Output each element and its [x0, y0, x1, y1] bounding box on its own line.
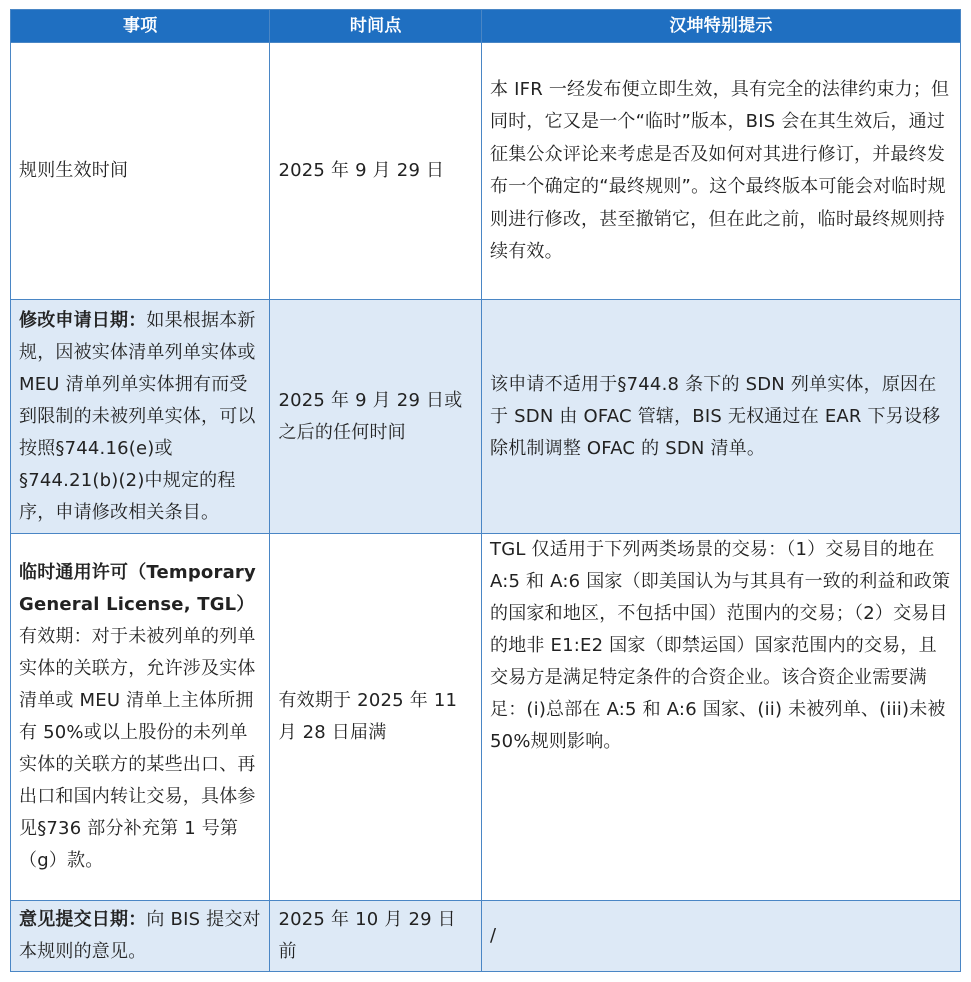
item-bold-label: 意见提交日期：: [19, 909, 147, 930]
header-note: [481, 10, 960, 42]
header-item: [11, 10, 269, 42]
item-content: [19, 557, 261, 877]
time-text: 有效期于 2025 年 11 月 28 日届满: [278, 690, 458, 743]
note-cell: [481, 43, 960, 299]
header-time-label: 时间点: [349, 16, 402, 36]
item-bold-label: 修改申请日期：: [19, 309, 147, 331]
time-text: 2025 年 9 月 29 日或之后的任何时间: [278, 389, 463, 443]
time-cell: [269, 901, 481, 971]
note-cell: [481, 534, 960, 900]
item-text: 有效期：对于未被列单的列单实体的关联方，允许涉及实体清单或 MEU 清单上主体所拥有 50%或以上股份的未列单实体的关联方的某些出口、再出口和国内转让交易，具体参见§736 部分补充第 1 号第（g）款。: [19, 626, 256, 871]
table-row: [11, 900, 960, 971]
rule-timeline-table: [10, 9, 961, 972]
item-text: 向 BIS 提交对本规则的意见。: [19, 909, 261, 962]
header-time: [269, 10, 481, 42]
header-item-label: 事项: [123, 16, 158, 36]
item-content: [19, 904, 261, 968]
time-cell: [269, 300, 481, 533]
time-cell: [269, 534, 481, 900]
note-cell: [481, 901, 960, 971]
table-header-row: [11, 10, 960, 42]
time-text: 2025 年 10 月 29 日前: [278, 909, 456, 962]
note-text: 本 IFR 一经发布便立即生效，具有完全的法律约束力；但同时，它又是一个“临时”版本，BIS 会在其生效后，通过征集公众评论来考虑是否及如何对其进行修订，并最终发布一个确定的“最终规则”。这个最终版本可能会对临时规则进行修改，甚至撤销它，但在此之前，临时最终规则持续有效。: [490, 78, 950, 262]
item-cell: [11, 901, 269, 971]
item-bold-label: 临时通用许可（Temporary General License, TGL）: [19, 562, 256, 615]
item-content: [19, 305, 261, 529]
table-row: [11, 533, 960, 900]
item-cell: [11, 43, 269, 299]
item-text: 规则生效时间: [19, 160, 129, 181]
item-text: 如果根据本新规，因被实体清单列单实体或 MEU 清单列单实体拥有而受到限制的未被列单实体，可以按照§744.16(e)或§744.21(b)(2)中规定的程序，申请修改相关条目。: [19, 309, 256, 523]
header-note-label: 汉坤特别提示: [669, 16, 773, 36]
note-text: 该申请不适用于§744.8 条下的 SDN 列单实体，原因在于 SDN 由 OFAC 管辖，BIS 无权通过在 EAR 下另设移除机制调整 OFAC 的 SDN 清单。: [490, 373, 941, 459]
table-row: [11, 299, 960, 533]
time-cell: [269, 43, 481, 299]
note-cell: [481, 300, 960, 533]
item-cell: [11, 300, 269, 533]
item-cell: [11, 534, 269, 900]
note-text: /: [490, 925, 497, 946]
note-text: TGL 仅适用于下列两类场景的交易：（1）交易目的地在 A:5 和 A:6 国家（即美国认为与其具有一致的利益和政策的国家和地区，不包括中国）范围内的交易；（2）交易目的地非 E1:E2 国家（即禁运国）国家范围内的交易，且交易方是满足特定条件的合资企业。该合资企业需要满足：(i)总部在 A:5 和 A:6 国家、(ii) 未被列单、(iii)未被 50%规则影响。: [490, 539, 951, 752]
table-row: [11, 42, 960, 299]
time-text: 2025 年 9 月 29 日: [278, 160, 445, 181]
